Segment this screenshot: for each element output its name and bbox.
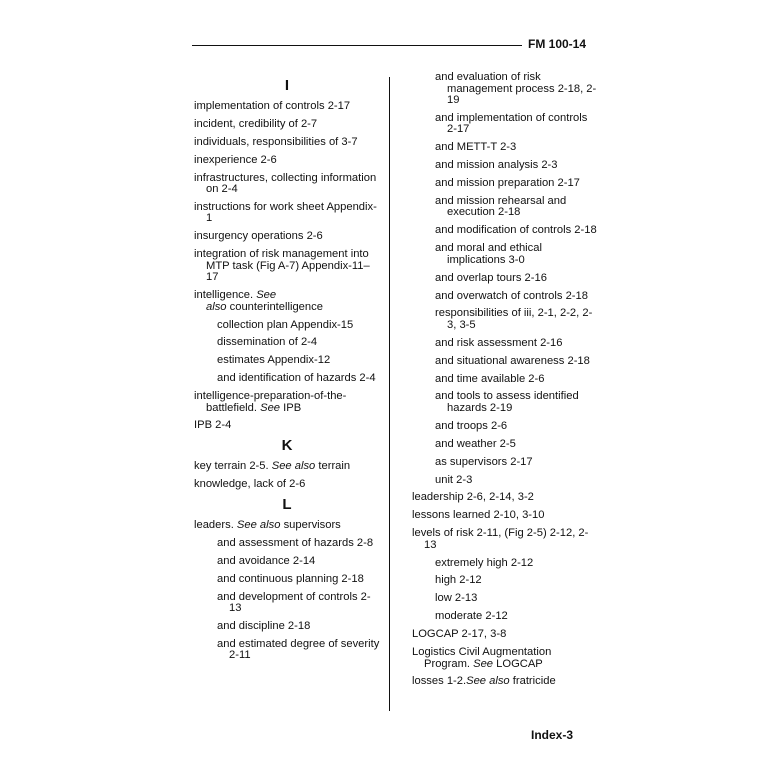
index-entry: integration of risk management into MTP task (Fig A-7) Appendix-11–17 [194, 248, 370, 284]
index-entry-logistics: Logistics Civil Augmentation Program. See LOGCAP [412, 646, 552, 670]
index-subentry: and moral and ethical implications 3-0 [435, 242, 542, 266]
section-letter-l: L [282, 496, 292, 514]
index-subentry: and identification of hazards 2-4 [217, 372, 376, 385]
index-subentry: and mission preparation 2-17 [435, 177, 580, 190]
index-subentry: and modification of controls 2-18 [435, 224, 597, 237]
index-subentry: extremely high 2-12 [435, 556, 534, 569]
index-entry-key-terrain: key terrain 2-5. See also terrain [194, 460, 351, 473]
index-subentry: dissemination of 2-4 [217, 336, 318, 349]
index-entry: insurgency operations 2-6 [194, 230, 323, 243]
index-entry-ipb-cross-ref: intelligence-preparation-of-the-battlefield. See IPB [194, 390, 347, 414]
index-entry: infrastructures, collecting information on 2-4 [194, 171, 377, 196]
index-subentry: moderate 2-12 [435, 610, 508, 623]
index-subentry: as supervisors 2-17 [435, 455, 533, 468]
index-subentry: and development of controls 2-13 [217, 590, 371, 615]
index-entry-losses: losses 1-2.See also fratricide [412, 675, 556, 688]
index-subentry: and troops 2-6 [435, 419, 508, 432]
index-subentry: high 2-12 [435, 574, 482, 587]
index-subentry: unit 2-3 [435, 473, 473, 486]
index-entry: IPB 2-4 [194, 419, 232, 432]
section-letter-k: K [281, 437, 293, 455]
index-entry: knowledge, lack of 2-6 [194, 478, 306, 491]
index-entry: individuals, responsibilities of 3-7 [194, 135, 358, 148]
index-subentry: low 2-13 [435, 592, 478, 605]
index-subentry: and evaluation of risk management process 2-18, 2-19 [435, 71, 597, 106]
index-entry: leadership 2-6, 2-14, 3-2 [412, 491, 534, 504]
index-subentry: collection plan Appendix-15 [217, 318, 354, 331]
index-subentry: and METT-T 2-3 [435, 141, 517, 154]
index-entry: LOGCAP 2-17, 3-8 [412, 628, 507, 641]
index-subentry: estimates Appendix-12 [217, 354, 331, 367]
index-subentry: and situational awareness 2-18 [435, 354, 590, 367]
index-entry: instructions for work sheet Appendix-1 [194, 200, 377, 225]
index-entry: implementation of controls 2-17 [194, 100, 351, 112]
index-subentry: and implementation of controls 2-17 [435, 111, 588, 136]
column-divider [389, 77, 390, 711]
index-entry: lessons learned 2-10, 3-10 [412, 509, 545, 522]
index-subentry: and discipline 2-18 [217, 620, 311, 633]
index-subentry: and weather 2-5 [435, 437, 516, 450]
index-subentry: and mission rehearsal and execution 2-18 [435, 194, 567, 219]
index-subentry: and assessment of hazards 2-8 [217, 537, 374, 550]
index-column-right [412, 72, 598, 694]
index-subentry: and avoidance 2-14 [217, 554, 316, 567]
index-column-left [194, 72, 380, 668]
index-entry: inexperience 2-6 [194, 153, 277, 166]
index-entry-intelligence: intelligence. See also counterintelligence [194, 289, 323, 313]
index-subentry: and mission analysis 2-3 [435, 159, 558, 172]
index-subentry: and estimated degree of severity 2-11 [217, 637, 380, 662]
index-subentry: and risk assessment 2-16 [435, 336, 563, 349]
page-number: Index-3 [531, 728, 574, 742]
index-entry: incident, credibility of 2-7 [194, 117, 318, 130]
index-entry: levels of risk 2-11, (Fig 2-5) 2-12, 2-13 [412, 527, 589, 551]
section-letter-i: I [284, 77, 290, 94]
index-subentry: and overwatch of controls 2-18 [435, 289, 588, 302]
index-subentry: and time available 2-6 [435, 372, 545, 385]
index-subentry: responsibilities of iii, 2-1, 2-2, 2-3, 3-5 [435, 307, 593, 331]
index-entry-leaders: leaders. See also supervisors [194, 519, 341, 532]
header-rule [192, 45, 522, 46]
manual-title: FM 100-14 [528, 37, 587, 51]
index-subentry: and continuous planning 2-18 [217, 572, 364, 585]
index-subentry: and tools to assess identified hazards 2-19 [435, 390, 579, 414]
index-subentry: and overlap tours 2-16 [435, 271, 547, 284]
